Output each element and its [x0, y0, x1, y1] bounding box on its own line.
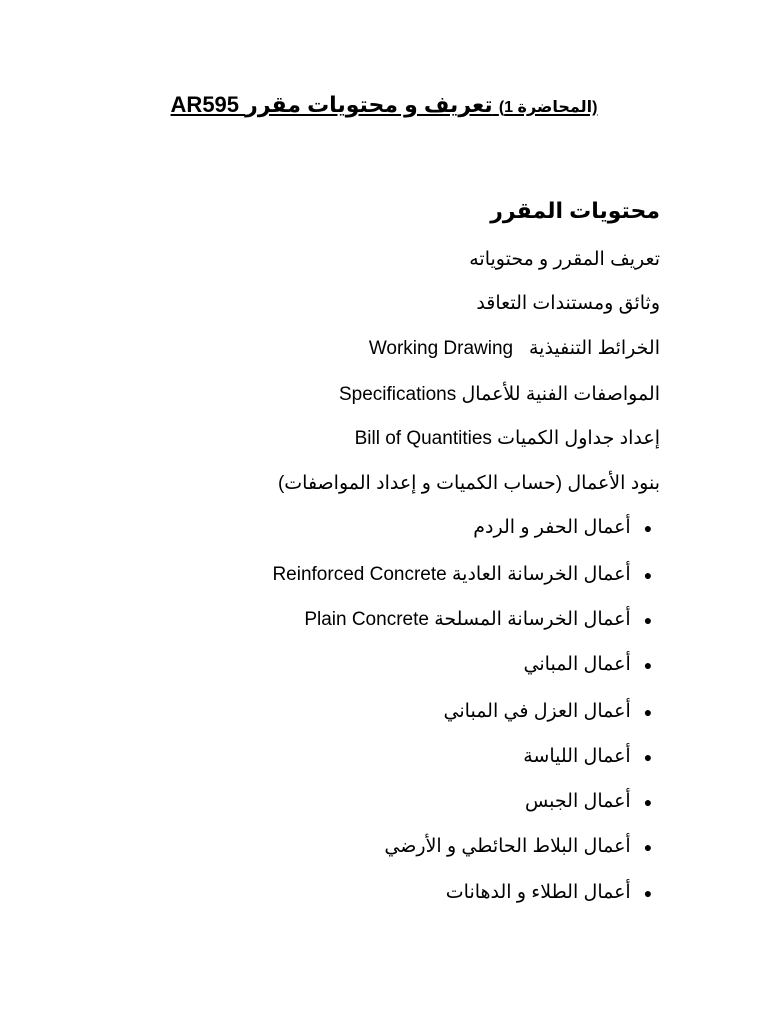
list-item-arabic: أعمال اللياسة [523, 746, 631, 767]
list-item-arabic: أعمال الخرسانة المسلحة [434, 609, 631, 630]
list-item [446, 881, 660, 904]
bullet-icon: ● [643, 704, 653, 720]
list-item-english: Reinforced Concrete [272, 564, 447, 585]
bullet-icon: ● [643, 749, 653, 765]
bullet-icon: ● [643, 567, 653, 583]
content-line [476, 292, 660, 315]
list-item [304, 608, 660, 631]
list-item-arabic: أعمال الطلاء و الدهانات [445, 882, 631, 903]
list-item-arabic: أعمال المباني [523, 654, 631, 675]
title-text: تعريف و محتويات مقرر [245, 92, 493, 117]
list-item-arabic: أعمال البلاط الحائطي و الأرضي [384, 836, 631, 857]
list-item-arabic: أعمال الخرسانة العادية [452, 564, 631, 585]
list-item [523, 745, 660, 768]
content-line [355, 427, 660, 450]
content-line [339, 383, 660, 406]
bullet-icon: ● [643, 520, 653, 536]
bullet-icon: ● [643, 657, 653, 673]
list-item-arabic: أعمال العزل في المباني [443, 701, 631, 722]
content-line-english: Specifications [338, 384, 457, 405]
bullet-icon: ● [643, 885, 653, 901]
bullet-icon: ● [643, 794, 653, 810]
content-line-english: Working Drawing [368, 338, 514, 359]
list-item-english: Plain Concrete [304, 609, 429, 630]
list-item-arabic: أعمال الحفر و الردم [473, 517, 631, 538]
content-line [369, 337, 660, 360]
bullet-icon: ● [643, 839, 653, 855]
list-item [272, 563, 660, 586]
content-line-english: Bill of Quantities [354, 428, 492, 449]
list-item-arabic: أعمال الجبس [524, 791, 631, 812]
page-title [0, 92, 768, 118]
content-line-arabic: بنود الأعمال (حساب الكميات و إعداد المواصفات) [277, 473, 660, 494]
list-item [525, 790, 660, 813]
title-lecture-number: (المحاضرة 1) [498, 99, 598, 116]
title-course-code: AR595 [170, 92, 240, 117]
content-line-arabic: المواصفات الفنية للأعمال [461, 384, 660, 405]
content-line-arabic: تعريف المقرر و محتوياته [469, 249, 660, 270]
content-line [469, 248, 660, 271]
content-line-arabic: وثائق ومستندات التعاقد [476, 293, 660, 314]
list-item [473, 516, 660, 539]
section-heading: محتويات المقرر [490, 198, 660, 223]
content-line-arabic: الخرائط التنفيذية [528, 338, 660, 359]
content-line-arabic: إعداد جداول الكميات [497, 428, 660, 449]
content-line [278, 472, 660, 495]
list-item [524, 653, 660, 676]
list-item [444, 700, 660, 723]
bullet-icon: ● [643, 612, 653, 628]
list-item [384, 835, 660, 858]
